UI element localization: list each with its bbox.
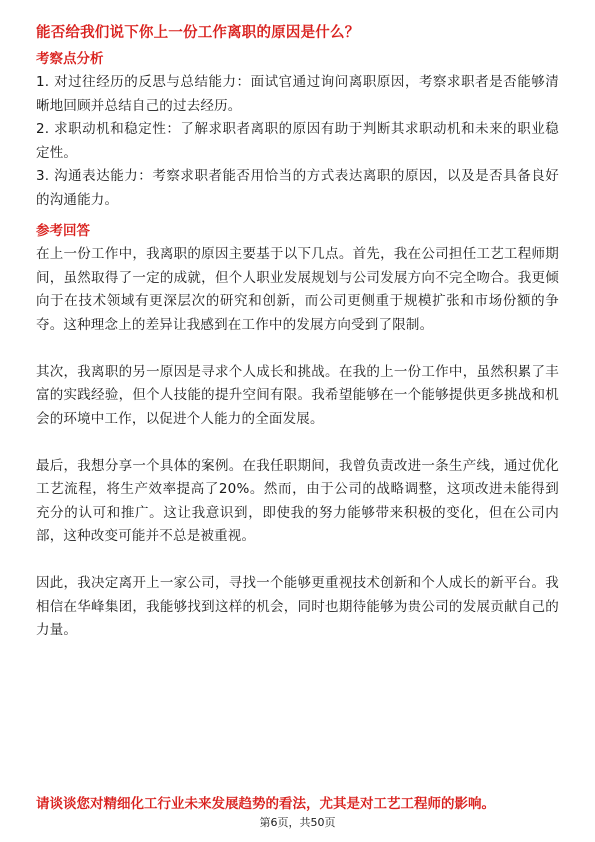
analysis-item: 1. 对过往经历的反思与总结能力：面试官通过询问离职原因，考察求职者是否能够清晰地回顾并总结自己的过去经历。 (36, 74, 559, 114)
answer-paragraph: 在上一份工作中，我离职的原因主要基于以下几点。首先，我在公司担任工艺工程师期间，虽然取得了一定的成就，但个人职业发展规划与公司发展方向不完全吻合。我更倾向于在技术领域有更深层次的研究和创新，而公司更侧重于规模扩张和市场份额的争夺。这种理念上的差异让我感到在工作中的发展方向受到了限制。 (36, 246, 559, 333)
question-title: 能否给我们说下你上一份工作离职的原因是什么？ (36, 25, 360, 41)
page-footer: 第6页，共50页 (259, 816, 336, 829)
paragraph-gap (36, 549, 559, 573)
analysis-item: 2. 求职动机和稳定性：了解求职者离职的原因有助于判断其求职动机和未来的职业稳定性。 (36, 121, 559, 161)
next-question: 请谈谈您对精细化工行业未来发展趋势的看法，尤其是对工艺工程师的影响。 (36, 796, 495, 812)
answer-paragraph: 最后，我想分享一个具体的案例。在我任职期间，我曾负责改进一条生产线，通过优化工艺流程，将生产效率提高了20%。然而，由于公司的战略调整，这项改进未能得到充分的认可和推广。这让我意识到，即使我的努力能够带来积极的变化，但在公司内部，这种改变可能并不总是被重视。 (36, 457, 559, 544)
analysis-heading: 考察点分析 (36, 51, 104, 67)
analysis-item: 3. 沟通表达能力：考察求职者能否用恰当的方式表达离职的原因，以及是否具备良好的沟通能力。 (36, 168, 559, 208)
answer-paragraph: 其次，我离职的另一原因是寻求个人成长和挑战。在我的上一份工作中，虽然积累了丰富的实践经验，但个人技能的提升空间有限。我希望能够在一个能够提供更多挑战和机会的环境中工作，以促进个人能力的全面发展。 (36, 363, 559, 427)
paragraph-gap (36, 431, 559, 455)
answer-paragraph: 因此，我决定离开上一家公司，寻找一个能够更重视技术创新和个人成长的新平台。我相信在华峰集团，我能够找到这样的机会，同时也期待能够为贵公司的发展贡献自己的力量。 (36, 575, 559, 638)
paragraph-gap (36, 337, 559, 361)
answer-heading: 参考回答 (36, 223, 90, 239)
page-content (36, 20, 559, 643)
